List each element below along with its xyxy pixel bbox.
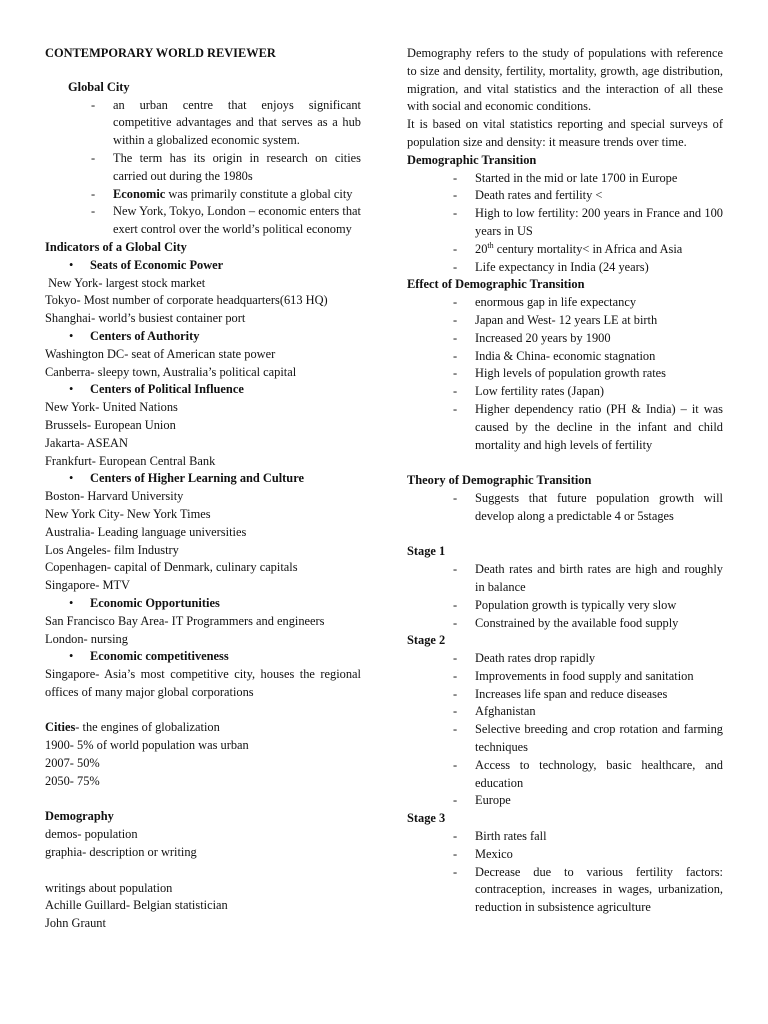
text-line: Australia- Leading language universities [45,524,247,539]
list-item: - Low fertility rates (Japan) [407,383,723,401]
section-title: • Centers of Authority [45,328,361,346]
list-item: - Higher dependency ratio (PH & India) – it was caused by the decline in the infant and child mortality and high levels of fertility [407,401,723,454]
list-item: - Increased 20 years by 1900 [407,330,723,348]
list-item: - enormous gap in life expectancy [407,294,723,312]
section-title: • Centers of Political Influence [45,381,361,399]
bold-term: Economic [113,186,166,201]
stage-2-list [407,650,723,810]
text-line: San Francisco Bay Area- IT Programmers and engineers [45,613,325,628]
stage-3-heading: Stage 3 [407,811,446,826]
effect-heading: Effect of Demographic Transition [407,277,585,292]
list-item: - Japan and West- 12 years LE at birth [407,312,723,330]
section-title: • Economic Opportunities [45,595,361,613]
list-item: - Improvements in food supply and sanitation [407,668,723,686]
text-line: Washington DC- seat of American state power [45,346,276,361]
right-column [407,45,723,917]
stage-2-heading: Stage 2 [407,633,446,648]
transition-list [407,170,723,277]
stage-3-list [407,828,723,917]
list-item: - Death rates and fertility < [407,187,723,205]
list-item: - Mexico [407,846,723,864]
indicator-section [45,257,361,275]
demographic-transition-heading: Demographic Transition [407,152,537,167]
list-item: - Death rates and birth rates are high and roughly in balance [407,561,723,597]
text-line: Boston- Harvard University [45,489,184,504]
list-item: - Birth rates fall [407,828,723,846]
text-line: writings about population [45,880,173,895]
text-line: John Graunt [45,916,106,931]
left-column [45,45,361,933]
text-line: New York- largest stock market [45,275,206,290]
section-title: • Seats of Economic Power [45,257,361,275]
text-line: Singapore- MTV [45,578,130,593]
list-item: - Started in the mid or late 1700 in Europe [407,170,723,188]
text-line: Shanghai- world’s busiest container port [45,311,246,326]
list-item-text: century mortality< in Africa and Asia [493,241,683,256]
list-item-text: 20 [475,241,488,256]
text-line: Achille Guillard- Belgian statistician [45,898,228,913]
list-item: - India & China- economic stagnation [407,348,723,366]
list-item: - Death rates drop rapidly [407,650,723,668]
text-line: Copenhagen- capital of Denmark, culinary capitals [45,560,298,575]
indicator-section [45,595,361,613]
stage-1-heading: Stage 1 [407,544,446,559]
text-line: demos- population [45,827,138,842]
list-item: - Europe [407,792,723,810]
text-line: Tokyo- Most number of corporate headquarters(613 HQ) [45,293,328,308]
text-line: 2007- 50% [45,756,100,771]
list-item: - Increases life span and reduce diseases [407,686,723,704]
theory-list [407,490,723,526]
list-item: - Afghanistan [407,703,723,721]
list-item [45,186,361,204]
list-item: - Selective breeding and crop rotation and farming techniques [407,721,723,757]
intro-paragraph: Demography refers to the study of populations with reference to size and density, fertility, mortality, growth, age distribution, migration, and vital statistics and the interaction of all these with social and economic conditions. [407,46,723,114]
list-item: - Population growth is typically very slow [407,597,723,615]
text-line: Jakarta- ASEAN [45,435,128,450]
list-item: - an urban centre that enjoys significant competitive advantages and that serves as a hub within a globalized economic system. [45,97,361,150]
theory-heading: Theory of Demographic Transition [407,473,592,488]
text-paragraph: Singapore- Asia’s most competitive city, houses the regional offices of many major global corporations [45,667,361,699]
list-item: - High to low fertility: 200 years in France and 100 years in US [407,205,723,241]
document-title: CONTEMPORARY WORLD REVIEWER [45,46,276,60]
list-item: - Life expectancy in India (24 years) [407,259,723,277]
section-title: • Centers of Higher Learning and Culture [45,470,361,488]
cities-line [45,719,361,737]
list-item [407,241,723,259]
text-line: New York- United Nations [45,400,178,415]
text-line: graphia- description or writing [45,845,197,860]
text-line: Brussels- European Union [45,417,176,432]
indicator-section [45,328,361,346]
text-line: 1900- 5% of world population was urban [45,738,249,753]
list-item: - Constrained by the available food supply [407,615,723,633]
indicator-section [45,470,361,488]
stage-1-list [407,561,723,632]
list-item: - The term has its origin in research on cities carried out during the 1980s [45,150,361,186]
global-city-list [45,97,361,239]
indicators-heading: Indicators of a Global City [45,239,187,254]
list-item: - High levels of population growth rates [407,365,723,383]
global-city-heading: Global City [68,79,130,94]
list-item: - Access to technology, basic healthcare, and education [407,757,723,793]
section-title: • Economic competitiveness [45,648,361,666]
indicator-section [45,381,361,399]
list-item: - New York, Tokyo, London – economic enters that exert control over the world’s political economy [45,203,361,239]
list-item: - Suggests that future population growth will develop along a predictable 4 or 5stages [407,490,723,526]
text-line: Canberra- sleepy town, Australia’s political capital [45,364,297,379]
effect-list [407,294,723,454]
demography-heading: Demography [45,809,114,824]
text-line: New York City- New York Times [45,506,211,521]
list-item: - Decrease due to various fertility factors: contraception, increases in wages, urbanization, reduction in subsistence agriculture [407,864,723,917]
text-line: 2050- 75% [45,773,100,788]
list-item-text: was primarily constitute a global city [165,186,353,201]
superscript: th [487,240,494,250]
cities-term: Cities [45,720,76,735]
text-line: London- nursing [45,631,128,646]
intro-paragraph: It is based on vital statistics reporting and special surveys of population size and density: it measure trends over time. [407,117,723,149]
cities-definition: - the engines of globalization [75,720,220,735]
indicator-section [45,648,361,666]
text-line: Frankfurt- European Central Bank [45,453,216,468]
text-line: Los Angeles- film Industry [45,542,179,557]
